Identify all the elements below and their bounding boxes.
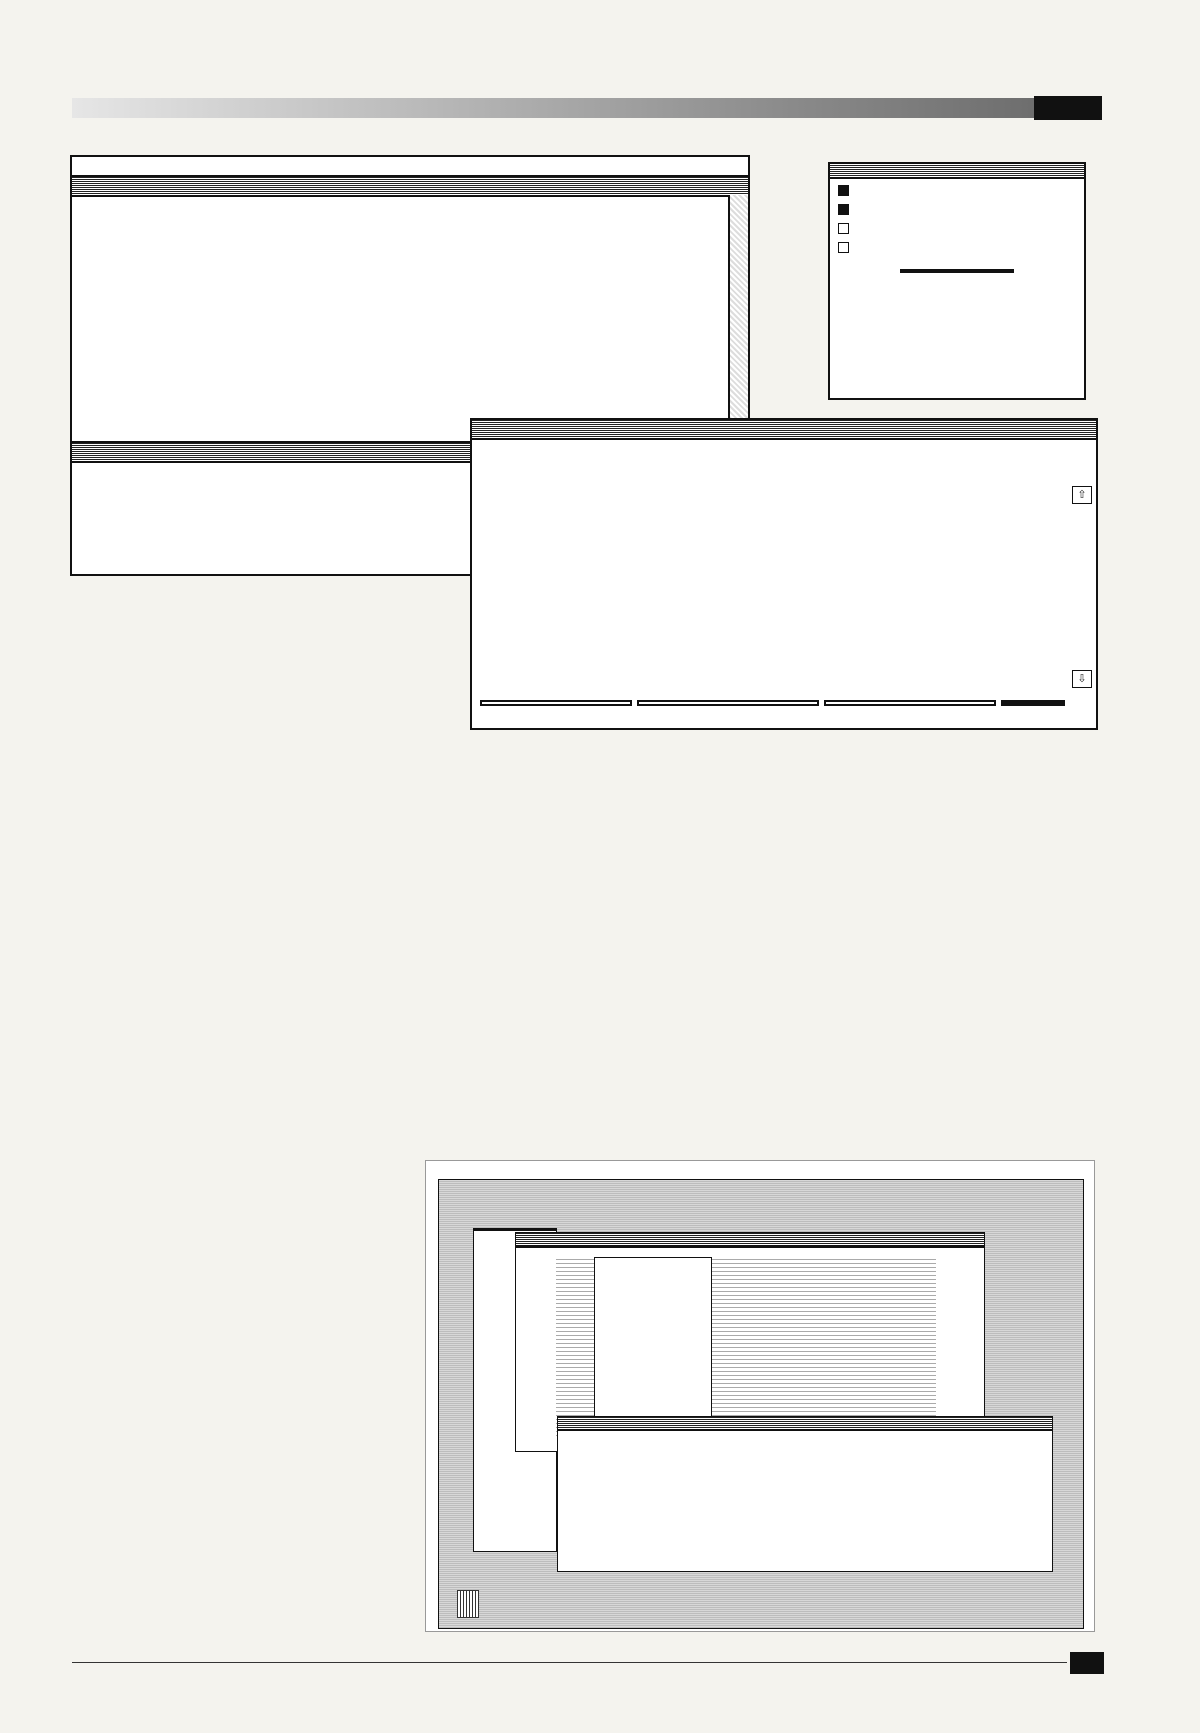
figure-desktop — [425, 1160, 1095, 1632]
dialog-titlebar[interactable] — [472, 420, 1096, 440]
figure-settings-dialog — [828, 162, 1086, 400]
menu-bar — [72, 157, 748, 177]
header-bar — [72, 98, 1102, 118]
magazine-logo — [1034, 96, 1102, 120]
dropdown-menu — [594, 1257, 712, 1417]
analyze-format-button[interactable] — [480, 700, 632, 706]
scroll-down-button[interactable]: ⇩ — [1072, 670, 1092, 688]
status-titlebar[interactable] — [558, 1417, 1052, 1431]
option-label — [855, 223, 995, 234]
window-titlebar[interactable] — [72, 177, 748, 197]
boot-list — [756, 486, 1080, 688]
ascii-dump — [542, 197, 692, 451]
column-1 — [72, 594, 402, 604]
menu-bar — [516, 1247, 984, 1248]
hex-dump — [76, 197, 476, 451]
checkbox-readonly[interactable] — [838, 242, 849, 253]
bytes-info — [474, 1230, 556, 1231]
desk-menu-bar — [426, 1161, 1094, 1177]
trash-icon[interactable] — [457, 1590, 479, 1618]
library-format-button[interactable] — [637, 700, 819, 706]
ok-button[interactable] — [900, 269, 1014, 273]
checkbox-bootsector[interactable] — [838, 185, 849, 196]
page-number — [1070, 1652, 1104, 1674]
scrollbar[interactable] — [728, 195, 748, 453]
option-label — [855, 242, 1015, 253]
checkbox-write-access[interactable] — [838, 223, 849, 234]
window-titlebar[interactable] — [516, 1233, 984, 1247]
dialog-titlebar[interactable] — [830, 164, 1084, 179]
scroll-up-button[interactable]: ⇧ — [1072, 486, 1092, 504]
captions — [782, 1020, 1088, 1024]
footer-rule — [72, 1662, 1067, 1663]
write-bootsector-button[interactable] — [824, 700, 996, 706]
checkbox-linkvirus[interactable] — [838, 204, 849, 215]
status-titlebar[interactable] — [72, 443, 488, 463]
figure-format-dialog — [470, 418, 1098, 730]
column-2 — [425, 756, 730, 766]
desktop-area — [438, 1179, 1084, 1629]
ok-button[interactable] — [1001, 700, 1065, 706]
